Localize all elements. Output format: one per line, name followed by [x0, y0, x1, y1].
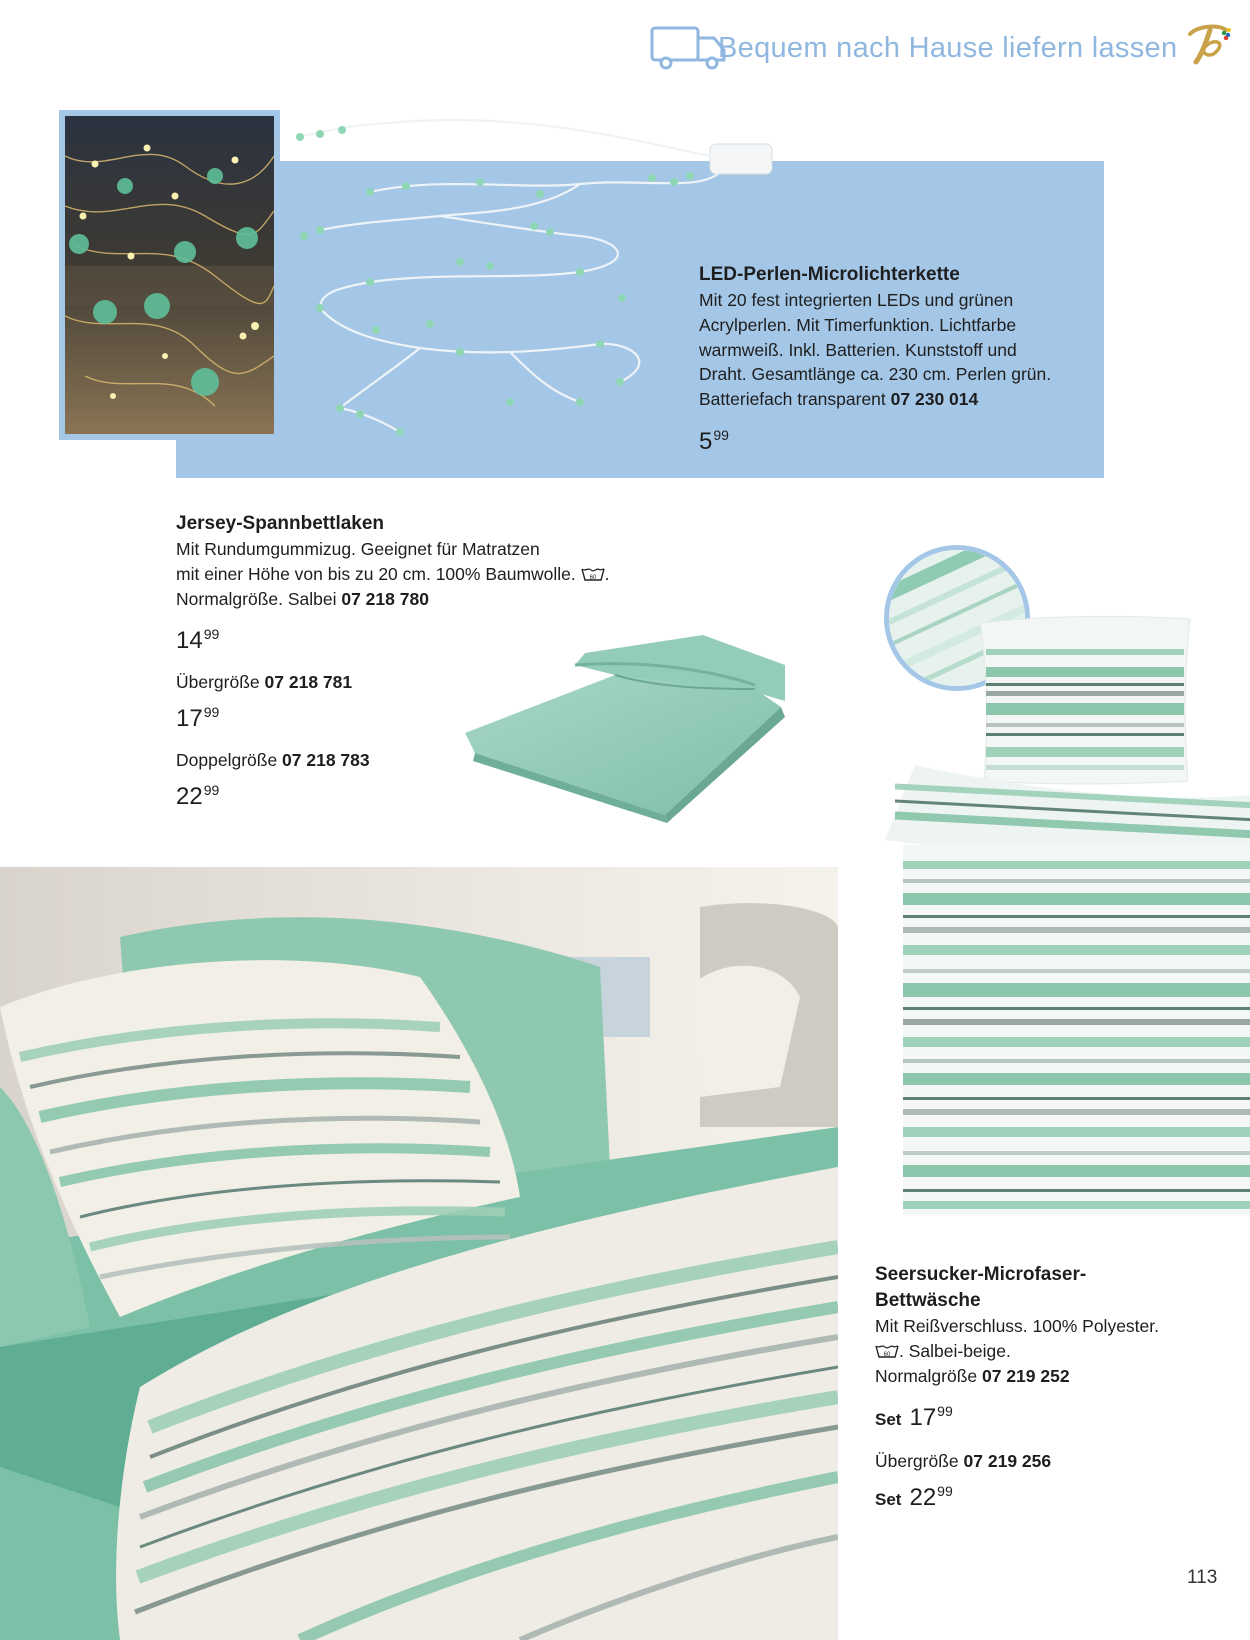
jersey-variant-price-cents: 99 — [203, 704, 220, 721]
seersucker-desc-line: Mit Reißverschluss. 100% Polyester. — [875, 1316, 1159, 1336]
seersucker-price-cents: 99 — [937, 1403, 953, 1420]
bedroom-photo — [0, 867, 838, 1640]
seersucker-variant — [875, 1449, 1225, 1515]
jersey-variant-label: Übergröße — [176, 672, 260, 693]
led-desc-line: warmweiß. Inkl. Batterien. Kunststoff und — [699, 339, 1017, 360]
jersey-price-cents: 99 — [203, 626, 220, 643]
seersucker-price-main: 22 — [909, 1484, 937, 1512]
led-desc-line: Acrylperlen. Mit Timerfunktion. Lichtfarbe — [699, 314, 1017, 335]
jersey-title: Jersey-Spannbettlaken — [176, 513, 385, 534]
jersey-desc-line: Mit Rundumgummizug. Geeignet für Matratzen — [176, 539, 540, 559]
led-desc-line-text: Batteriefach transparent — [699, 389, 886, 410]
seersucker-price — [875, 1476, 1225, 1515]
seersucker-price-main: 17 — [909, 1404, 937, 1432]
led-lights-photo — [59, 110, 280, 440]
led-title: LED-Perlen-Microlichterkette — [699, 264, 960, 285]
jersey-price-main: 14 — [176, 627, 203, 655]
jersey-desc-end: . — [604, 563, 610, 584]
jersey-variant-price-main: 17 — [176, 705, 203, 733]
jersey-description — [176, 537, 676, 611]
jersey-article-number: 07 218 780 — [341, 588, 429, 609]
seersucker-variant-line — [875, 1364, 1225, 1389]
seersucker-price — [875, 1396, 1225, 1435]
seersucker-variant-label: Übergröße — [875, 1451, 959, 1472]
jersey-size-color: Normalgröße. Salbei — [176, 588, 337, 609]
led-desc-line — [699, 387, 1099, 412]
svg-text:60: 60 — [883, 1351, 891, 1358]
led-product-text — [699, 262, 1099, 457]
jersey-variant-price-cents: 99 — [203, 781, 220, 798]
led-article-number: 07 230 014 — [890, 389, 979, 410]
wash-60-icon — [875, 1344, 899, 1359]
seersucker-price-cents: 99 — [937, 1483, 953, 1500]
led-price-cents: 99 — [713, 426, 729, 443]
seersucker-variant-line — [875, 1449, 1225, 1474]
page-number: 113 — [1187, 1567, 1218, 1588]
jersey-desc-line — [176, 587, 676, 612]
fitted-sheet-image — [455, 625, 795, 825]
svg-text:60: 60 — [589, 574, 596, 581]
seersucker-description — [875, 1314, 1225, 1388]
seersucker-title-line: Bettwäsche — [875, 1290, 981, 1311]
set-label: Set — [875, 1410, 902, 1430]
seersucker-article-number: 07 219 252 — [982, 1365, 1070, 1386]
jersey-desc-line-text: mit einer Höhe von bis zu 20 cm. 100% Baumwolle. — [176, 563, 576, 584]
led-desc-line: Mit 20 fest integrierten LEDs und grünen — [699, 290, 1014, 310]
led-price — [699, 420, 1099, 457]
seersucker-product-text — [875, 1262, 1225, 1515]
led-desc-line: Draht. Gesamtlänge ca. 230 cm. Perlen grün. — [699, 364, 1052, 385]
seersucker-variant-label: Normalgröße — [875, 1365, 978, 1386]
jersey-variant-label: Doppelgröße — [176, 750, 278, 771]
jersey-variant-article-number: 07 218 783 — [282, 750, 370, 771]
jersey-variant-price-main: 22 — [176, 782, 203, 810]
set-label: Set — [875, 1490, 902, 1510]
seersucker-title-line: Seersucker-Microfaser- — [875, 1264, 1087, 1285]
seersucker-desc-line2: . Salbei-beige. — [899, 1340, 1011, 1361]
duvet-image — [885, 755, 1250, 1225]
wash-60-icon — [581, 567, 605, 582]
jersey-desc-line — [176, 562, 676, 587]
seersucker-article-number: 07 219 256 — [963, 1451, 1052, 1472]
seersucker-desc-line — [875, 1339, 1225, 1364]
jersey-variant-article-number: 07 218 781 — [264, 672, 353, 693]
tchibo-logo — [1184, 20, 1232, 68]
led-price-main: 5 — [699, 427, 713, 455]
delivery-header-text: Bequem nach Hause liefern lassen — [718, 32, 1178, 64]
led-description — [699, 288, 1099, 412]
